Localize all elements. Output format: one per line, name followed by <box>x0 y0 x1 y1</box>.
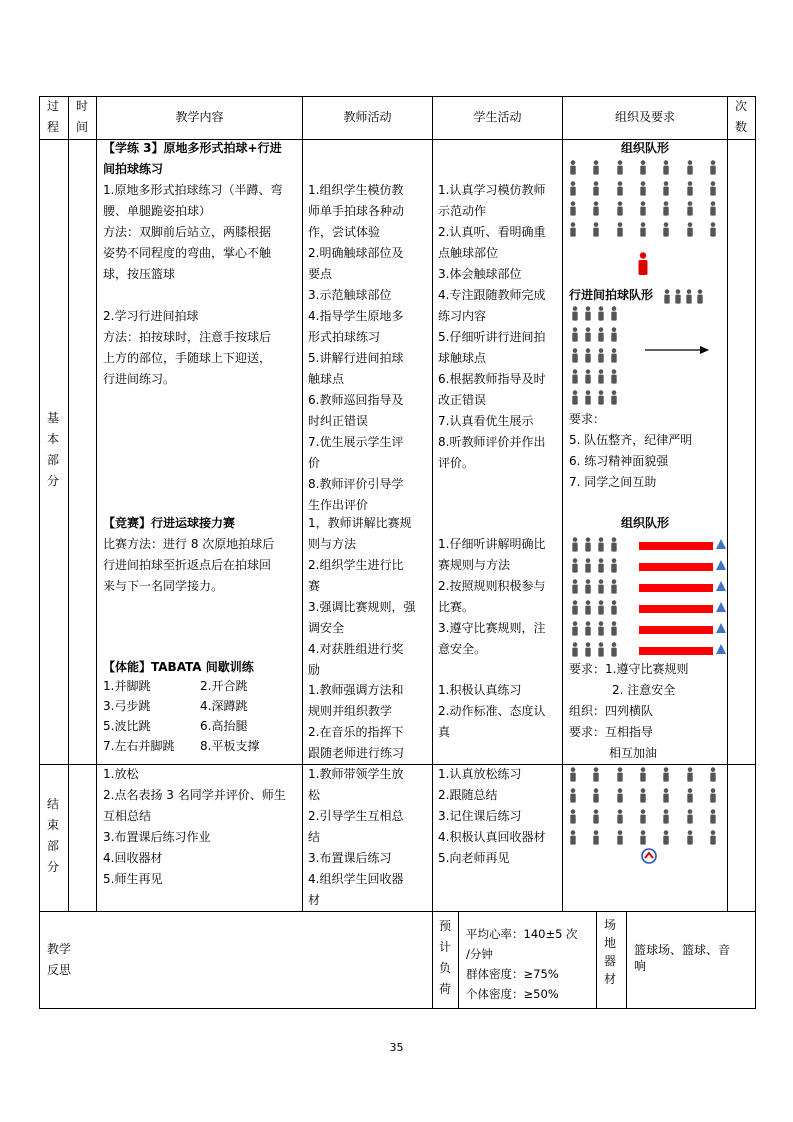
student-figure-icon <box>610 390 618 408</box>
student-figure-icon <box>584 369 592 387</box>
student-figure-icon <box>616 809 624 827</box>
student-figure-icon <box>709 181 717 199</box>
student-figure-icon <box>571 348 579 366</box>
student-figure-icon <box>584 537 592 555</box>
student-figure-icon <box>597 348 605 366</box>
student-figure-icon <box>662 181 670 199</box>
student-figure-icon <box>639 809 647 827</box>
student-figure-icon <box>686 222 694 240</box>
student-figure-icon <box>709 809 717 827</box>
student-figure-icon <box>709 830 717 848</box>
student-figure-icon <box>662 830 670 848</box>
relay-lane-bar <box>639 605 713 613</box>
header-count: 次 数 <box>734 99 747 134</box>
fitness-student: 1.积极认真练习 2.动作标准、态度认 真 <box>438 683 546 739</box>
student-figure-icon <box>597 579 605 597</box>
race-teacher: 1，教师讲解比赛规 则与方法 2.组织学生进行比 赛 3.强调比赛规则，强 调安全 4.对获胜组进行奖 励 <box>308 516 416 677</box>
student-figure-icon <box>610 537 618 555</box>
student-figure-icon <box>639 160 647 178</box>
student-figure-icon <box>686 767 694 785</box>
student-figure-icon <box>639 181 647 199</box>
student-figure-icon <box>616 830 624 848</box>
student-figure-icon <box>597 327 605 345</box>
header-time: 时 间 <box>75 99 88 134</box>
teacher-logo-icon <box>641 848 657 867</box>
student-figure-icon <box>569 830 577 848</box>
skill-title: 【学练 3】原地多形式拍球+行进 <box>103 141 282 155</box>
student-figure-icon <box>610 558 618 576</box>
student-figure-icon <box>610 306 618 324</box>
student-figure-icon <box>696 289 704 307</box>
student-figure-icon <box>569 160 577 178</box>
student-figure-icon <box>662 788 670 806</box>
org-requirements: 要求： 5. 队伍整齐，纪律严明 6. 练习精神面貌强 7. 同学之间互助 <box>569 412 693 489</box>
student-figure-icon <box>571 579 579 597</box>
org-travel-title: 行进间拍球队形 <box>569 288 654 302</box>
header-content: 教学内容 <box>175 110 224 124</box>
student-figure-icon <box>592 201 600 219</box>
student-figure-icon <box>584 642 592 660</box>
student-figure-icon <box>639 830 647 848</box>
page-number: 35 <box>389 1041 404 1054</box>
skill-title-2: 间拍球练习 <box>103 162 164 176</box>
student-figure-icon <box>662 809 670 827</box>
teacher-figure-icon <box>637 252 649 279</box>
student-figure-icon <box>686 809 694 827</box>
student-figure-icon <box>610 327 618 345</box>
basic-section-label: 基 本 部 分 <box>46 411 59 488</box>
student-figure-icon <box>571 327 579 345</box>
basic-student: 1.认真学习模仿教师 示范动作 2.认真听、看明确重 点触球部位 3.体会触球部位 4.专注跟随教师完成 练习内容 5.仔细听讲行进间拍 球触球点 6.根据教师指导及时 改正错误 7.认真看优生展示 8.听教师评价并作出 评价。 <box>438 183 546 470</box>
relay-lane-bar <box>639 584 713 592</box>
race-student: 1.仔细听讲解明确比 赛规则与方法 2.按照规则积极参与 比赛。 3.遵守比赛规则，注 意安全。 <box>438 537 546 656</box>
student-figure-icon <box>571 306 579 324</box>
fitness-teacher: 1.教师强调方法和 规则并组织教学 2.在音乐的指挥下 跟随老师进行练习 <box>308 683 405 760</box>
student-figure-icon <box>592 788 600 806</box>
student-figure-icon <box>571 642 579 660</box>
student-figure-icon <box>571 537 579 555</box>
reflection-label: 教学 反思 <box>46 942 71 977</box>
student-figure-icon <box>592 830 600 848</box>
student-figure-icon <box>662 222 670 240</box>
turn-point-flag-icon <box>716 644 726 654</box>
student-figure-icon <box>662 767 670 785</box>
student-figure-icon <box>584 348 592 366</box>
relay-lane-bar <box>639 563 713 571</box>
student-figure-icon <box>616 788 624 806</box>
header-teacher: 教师活动 <box>343 110 392 124</box>
student-figure-icon <box>616 160 624 178</box>
fitness-items: 1.并脚跳 2.开合跳 3.弓步跳 4.深蹲跳 5.波比跳 6.高抬腿 7.左右并脚跳 8.平板支撑 <box>103 679 260 753</box>
student-figure-icon <box>584 558 592 576</box>
student-figure-icon <box>597 306 605 324</box>
student-figure-icon <box>662 201 670 219</box>
student-figure-icon <box>569 222 577 240</box>
student-figure-icon <box>709 222 717 240</box>
race-org-title: 组织队形 <box>620 516 669 530</box>
turn-point-flag-icon <box>716 560 726 570</box>
student-figure-icon <box>639 201 647 219</box>
student-figure-icon <box>616 222 624 240</box>
ending-content: 1.放松 2.点名表扬 3 名同学并评价、师生 互相总结 3.布置课后练习作业 4.回收器材 5.师生再见 <box>103 767 286 886</box>
student-figure-icon <box>597 642 605 660</box>
student-figure-icon <box>592 181 600 199</box>
relay-lane-bar <box>639 647 713 655</box>
load-label: 预 计 负 荷 <box>438 919 451 996</box>
venue-label: 场 地 器 材 <box>603 918 616 986</box>
direction-arrow-icon <box>645 344 709 358</box>
student-figure-icon <box>639 222 647 240</box>
student-figure-icon <box>584 600 592 618</box>
load-values: 平均心率：140±5 次 /分钟 群体密度：≥75% 个体密度：≥50% <box>466 927 578 1001</box>
student-figure-icon <box>610 642 618 660</box>
header-org: 组织及要求 <box>614 110 675 124</box>
race-content: 【竞赛】行进运球接力赛 比赛方法：进行 8 次原地拍球后 行进间拍球至折返点后在拍球回 来与下一名同学接力。 <box>103 513 299 597</box>
student-figure-icon <box>709 160 717 178</box>
student-figure-icon <box>663 289 671 307</box>
student-figure-icon <box>610 621 618 639</box>
turn-point-flag-icon <box>716 602 726 612</box>
student-figure-icon <box>592 222 600 240</box>
org-formation-title: 组织队形 <box>620 141 669 155</box>
basic-teacher: 1.组织学生模仿教 师单手拍球各种动 作，尝试体验 2.明确触球部位及 要点 3.示范触球部位 4.指导学生原地多 形式拍球练习 5.讲解行进间拍球 触球点 6.教师巡回指导及 时纠正错误 7.优生展示学生评 价 8.教师评价引导学 生作出评价 <box>308 183 405 512</box>
student-figure-icon <box>597 558 605 576</box>
student-figure-icon <box>597 369 605 387</box>
ending-teacher: 1.教师带领学生放 松 2.引导学生互相总 结 3.布置课后练习 4.组织学生回收器 材 <box>308 767 404 907</box>
student-figure-icon <box>584 327 592 345</box>
student-figure-icon <box>597 621 605 639</box>
student-figure-icon <box>584 579 592 597</box>
student-figure-icon <box>571 390 579 408</box>
student-figure-icon <box>686 201 694 219</box>
student-figure-icon <box>569 767 577 785</box>
ending-student: 1.认真放松练习 2.跟随总结 3.记住课后练习 4.积极认真回收器材 5.向老师再见 <box>438 767 546 865</box>
student-figure-icon <box>686 830 694 848</box>
student-figure-icon <box>686 160 694 178</box>
basic-content: 【学练 3】原地多形式拍球+行进 间拍球练习 1.原地多形式拍球练习（半蹲、弯 腰、单腿跪姿拍球） 方法：双脚前后站立，两膝根据 姿势不同程度的弯曲，掌心不触 球，按压篮球 2.学习行进间拍球 方法：拍按球时，注意手按球后 上方的部位，手随球上下迎送， 行进间练习。 <box>103 138 299 390</box>
ending-section-label: 结 束 部 分 <box>46 797 59 874</box>
student-figure-icon <box>584 306 592 324</box>
header-student: 学生活动 <box>473 110 522 124</box>
student-figure-icon <box>584 390 592 408</box>
student-figure-icon <box>571 369 579 387</box>
student-figure-icon <box>584 621 592 639</box>
student-figure-icon <box>709 788 717 806</box>
student-figure-icon <box>597 390 605 408</box>
student-figure-icon <box>571 600 579 618</box>
turn-point-flag-icon <box>716 623 726 633</box>
race-requirements: 要求：1.遵守比赛规则 2. 注意安全 <box>569 662 689 697</box>
student-figure-icon <box>685 289 693 307</box>
student-figure-icon <box>610 348 618 366</box>
student-figure-icon <box>686 788 694 806</box>
fitness-title: 【体能】TABATA 间歇训练 <box>103 660 254 674</box>
student-figure-icon <box>592 809 600 827</box>
student-figure-icon <box>610 579 618 597</box>
student-figure-icon <box>639 788 647 806</box>
student-figure-icon <box>597 600 605 618</box>
student-figure-icon <box>639 767 647 785</box>
relay-lane-bar <box>639 626 713 634</box>
student-figure-icon <box>569 181 577 199</box>
student-figure-icon <box>610 600 618 618</box>
student-figure-icon <box>616 767 624 785</box>
student-figure-icon <box>571 621 579 639</box>
student-figure-icon <box>686 181 694 199</box>
student-figure-icon <box>569 809 577 827</box>
student-figure-icon <box>616 201 624 219</box>
relay-lane-bar <box>639 542 713 550</box>
header-process: 过 程 <box>46 99 59 134</box>
race-title: 【竞赛】行进运球接力赛 <box>103 516 236 530</box>
turn-point-flag-icon <box>716 581 726 591</box>
turn-point-flag-icon <box>716 539 726 549</box>
student-figure-icon <box>592 160 600 178</box>
student-figure-icon <box>592 767 600 785</box>
student-figure-icon <box>616 181 624 199</box>
student-figure-icon <box>674 289 682 307</box>
student-figure-icon <box>662 160 670 178</box>
fitness-org: 组织：四列横队 要求：互相指导 相互加油 <box>569 704 658 760</box>
student-figure-icon <box>709 201 717 219</box>
venue-values: 篮球场、篮球、音 响 <box>634 943 731 973</box>
student-figure-icon <box>597 537 605 555</box>
student-figure-icon <box>610 369 618 387</box>
student-figure-icon <box>709 767 717 785</box>
student-figure-icon <box>569 201 577 219</box>
student-figure-icon <box>569 788 577 806</box>
student-figure-icon <box>571 558 579 576</box>
